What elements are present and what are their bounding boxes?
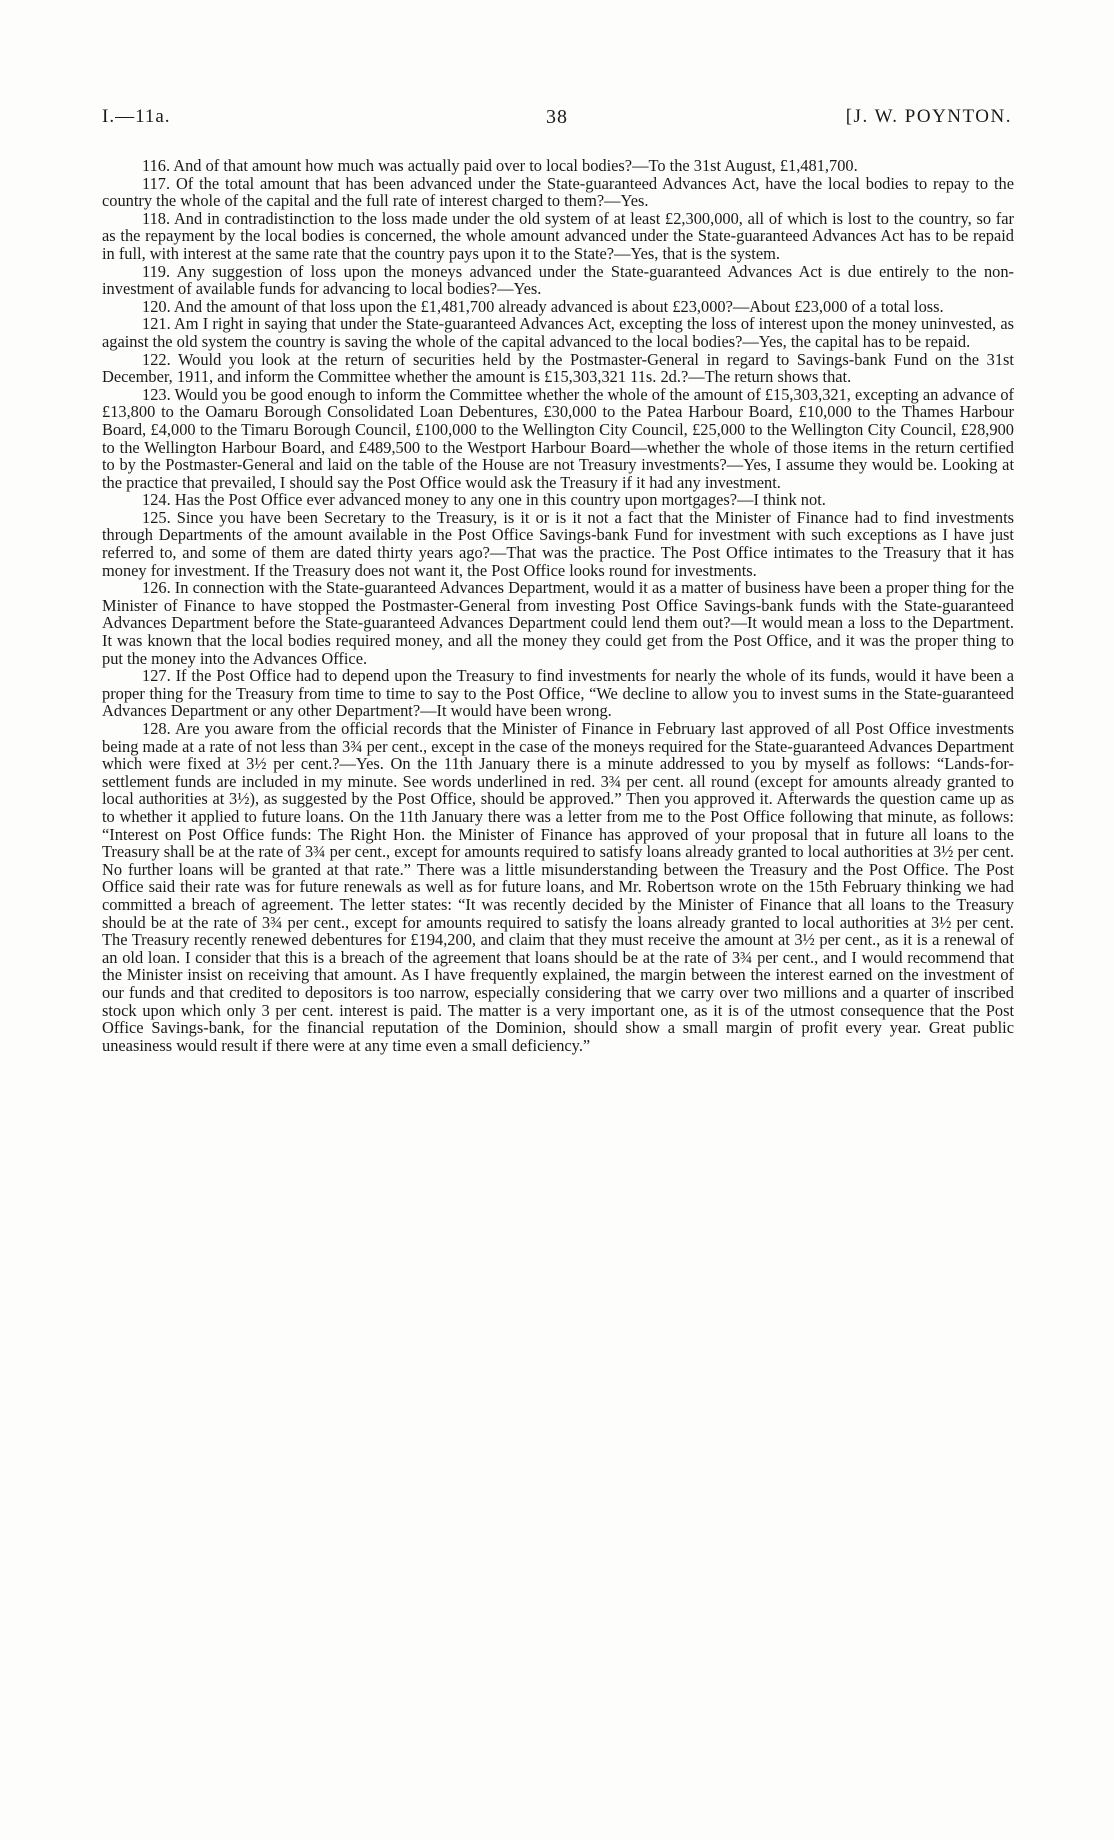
question-117: 117. Of the total amount that has been advanced under the State-guaranteed Advances Act, have the local bodies to repay to the country the whole of the capital and the full rate of interest charged to them?—Yes. — [102, 173, 1014, 211]
document-reference: I.—11a. — [102, 106, 171, 127]
question-125: 125. Since you have been Secretary to the Treasury, is it or is it not a fact that the Minister of Finance had to find investments through Departments of the amount available in the Post Office Savings-bank Fund for investment with such exceptions as I have just referred to, and some of them are dated thirty years ago?—That was the practice. The Post Office intimates to the Treasury that it has money for investment. If the Treasury does not want it, the Post Office looks round for investments. — [102, 507, 1014, 580]
page-body — [102, 157, 1014, 1054]
question-118: 118. And in contradistinction to the loss made under the old system of at least £2,300,000, all of which is lost to the country, so far as the repayment by the local bodies is concerned, the whole amount advanced under the State-guaranteed Advances Act has to be repaid in full, with interest at the same rate that the country pays upon it to the State?—Yes, that is the system. — [102, 208, 1014, 263]
question-127: 127. If the Post Office had to depend upon the Treasury to find investments for nearly the whole of its funds, would it have been a proper thing for the Treasury from time to time to say to the Post Office, “We decline to allow you to invest sums in the State-guaranteed Advances Department or any other Department?—It would have been wrong. — [102, 666, 1014, 721]
question-124: 124. Has the Post Office ever advanced money to any one in this country upon mortgages?—I think not. — [142, 490, 826, 510]
question-119: 119. Any suggestion of loss upon the moneys advanced under the State-guaranteed Advances Act is due entirely to the non-investment of available funds for advancing to local bodies?—Yes. — [102, 261, 1014, 299]
question-123: 123. Would you be good enough to inform the Committee whether the whole of the amount of £15,303,321, excepting an advance of £13,800 to the Oamaru Borough Consolidated Loan Debentures, £30,000 to the Patea Harbour Board, £10,000 to the Thames Harbour Board, £4,000 to the Timaru Borough Council, £100,000 to the Wellington City Council, £25,000 to the Wellington City Council, £28,900 to the Wellington Harbour Board, and £489,500 to the Westport Harbour Board—whether the whole of those items in the return certified to by the Postmaster-General and laid on the table of the House are not Treasury investments?—Yes, I assume they would be. Looking at the practice that prevailed, I should say the Post Office would ask the Treasury if it had any investment. — [102, 384, 1014, 492]
question-121: 121. Am I right in saying that under the State-guaranteed Advances Act, excepting the loss of interest upon the money uninvested, as against the old system the country is saving the whole of the capital advanced to the local bodies?—Yes, the capital has to be repaid. — [102, 314, 1014, 351]
page-header — [102, 106, 1012, 132]
witness-name: [J. W. POYNTON. — [845, 106, 1012, 127]
question-128: 128. Are you aware from the official records that the Minister of Finance in February last approved of all Post Office investments being made at a rate of not less than 3¾ per cent., except in the case of the moneys required for the State-guaranteed Advances Department which were fixed at 3½ per cent.?—Yes. On the 11th January there is a minute addressed to you by myself as follows: “Lands-for-settlement funds are included in my minute. See words underlined in red. 3¾ per cent. all round (except for amounts already granted to local authorities at 3½), as suggested by the Post Office, should be approved.” Then you approved it. Afterwards the question came up as to whether it applied to future loans. On the 11th January there was a letter from me to the Post Office following that minute, as follows: “Interest on Post Office funds: The Right Hon. the Minister of Finance has approved of your proposal that in future all loans to the Treasury shall be at the rate of 3¾ per cent., except for amounts required to satisfy loans already granted to local authorities at 3½ per cent. No further loans will be granted at that rate.” There was a little misunderstanding between the Treasury and the Post Office. The Post Office said their rate was for future renewals as well as for future loans, and Mr. Robertson wrote on the 15th February thinking we had committed a breach of agreement. The letter states: “It was recently decided by the Minister of Finance that all loans to the Treasury should be at the rate of 3¾ per cent., except for amounts required to satisfy the loans already granted to local authorities at 3½ per cent. The Treasury recently renewed debentures for £194,200, and claim that they must receive the amount at 3½ per cent., as it is a renewal of an old loan. I consider that this is a breach of the agreement that loans should be at the rate of 3¾ per cent., and I would recommend that the Minister insist on receiving that amount. As I have frequently explained, the margin between the interest earned on the investment of our funds and that credited to depositors is too narrow, especially considering that we carry over two millions and a quarter of inscribed stock upon which only 3 per cent. interest is paid. The matter is a very important one, as it is of the utmost consequence that the Post Office Savings-bank, for the financial reputation of the Dominion, should show a small margin of profit every year. Great public uneasiness would result if there were at any time even a small deficiency.” — [102, 719, 1014, 1055]
question-126: 126. In connection with the State-guaranteed Advances Department, would it as a matter of business have been a proper thing for the Minister of Finance to have stopped the Postmaster-General from investing Post Office Savings-bank funds with the State-guaranteed Advances Department before the State-guaranteed Advances Department could lend them out?—It would mean a loss to the Department. It was known that the local bodies required money, and all the money they could get from the Post Office, and it was the proper thing to put the money into the Advances Office. — [102, 578, 1014, 668]
page-number: 38 — [546, 106, 568, 128]
question-120: 120. And the amount of that loss upon the £1,481,700 already advanced is about £23,000?—About £23,000 of a total loss. — [142, 296, 944, 316]
question-116: 116. And of that amount how much was actually paid over to local bodies?—To the 31st August, £1,481,700. — [142, 156, 858, 175]
question-122: 122. Would you look at the return of securities held by the Postmaster-General in regard to Savings-bank Fund on the 31st December, 1911, and inform the Committee whether the amount is £15,303,321 11s. 2d.?—The return shows that. — [102, 349, 1014, 387]
